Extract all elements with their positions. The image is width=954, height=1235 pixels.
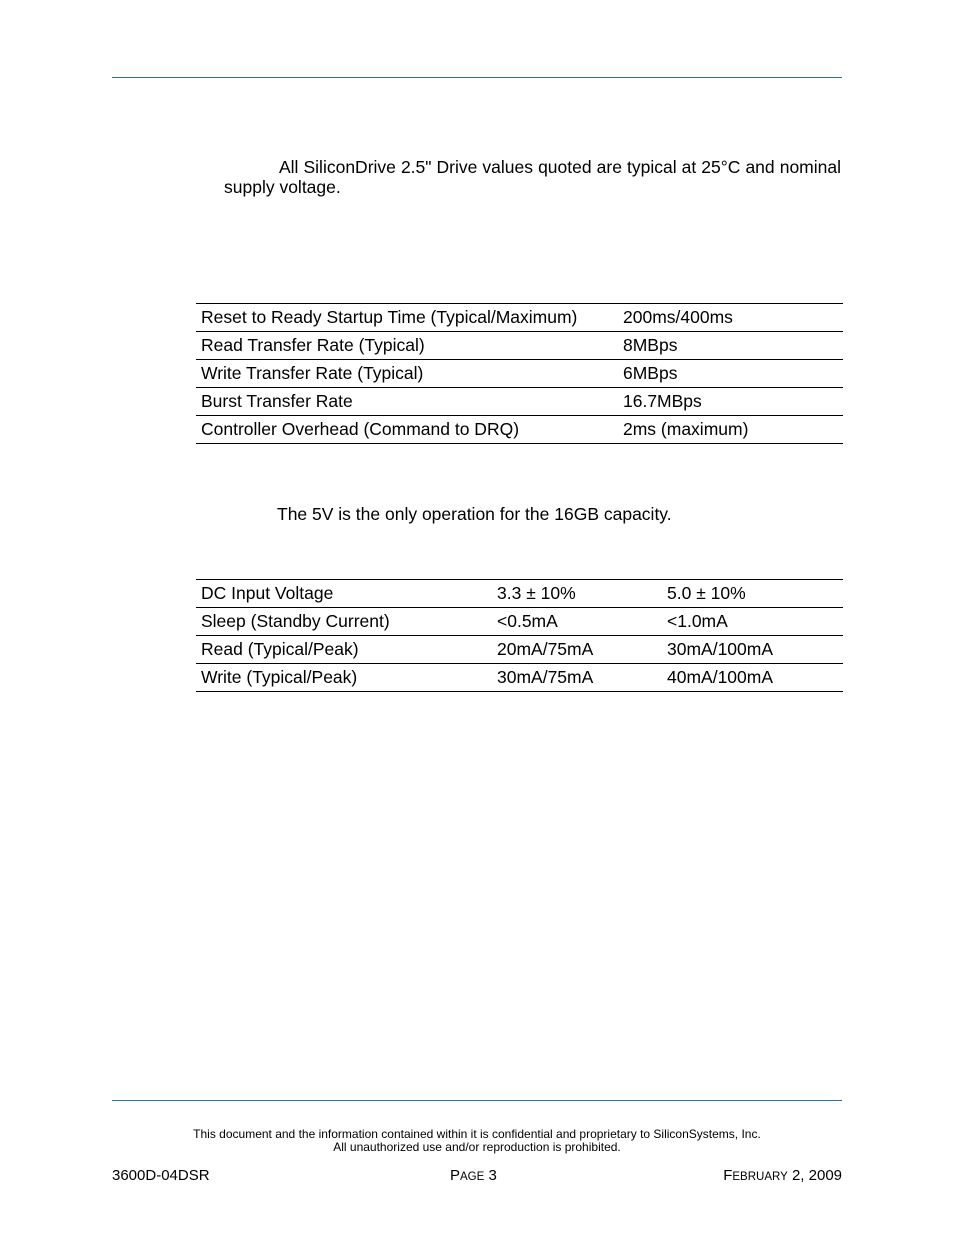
table-cell: 8MBps — [618, 332, 843, 360]
table-cell: Burst Transfer Rate — [196, 388, 618, 416]
table-cell: 5.0 ± 10% — [662, 580, 843, 608]
table-cell: 6MBps — [618, 360, 843, 388]
table-row — [196, 360, 843, 388]
power-note: The 5V is the only operation for the 16GB capacity. — [277, 504, 672, 524]
doc-number: 3600D-04DSR — [112, 1167, 210, 1184]
power-table — [196, 579, 843, 692]
footer-rule — [112, 1100, 842, 1101]
page-word-initial: P — [450, 1167, 461, 1184]
page-word-rest: AGE — [460, 1171, 485, 1183]
table-cell: 2ms (maximum) — [618, 416, 843, 444]
table-cell: Controller Overhead (Command to DRQ) — [196, 416, 618, 444]
table-cell: 20mA/75mA — [492, 636, 662, 664]
table-cell: 30mA/75mA — [492, 664, 662, 692]
table-row — [196, 636, 843, 664]
table-row — [196, 416, 843, 444]
table-cell: DC Input Voltage — [196, 580, 492, 608]
page-label — [450, 1167, 497, 1184]
table-row — [196, 664, 843, 692]
table-cell: Read (Typical/Peak) — [196, 636, 492, 664]
table-cell: Read Transfer Rate (Typical) — [196, 332, 618, 360]
page-number: 3 — [488, 1167, 497, 1184]
table-cell: Write (Typical/Peak) — [196, 664, 492, 692]
table-cell: 30mA/100mA — [662, 636, 843, 664]
date-month-rest: EBRUARY — [732, 1171, 788, 1183]
table-cell: Sleep (Standby Current) — [196, 608, 492, 636]
confidentiality-notice — [112, 1128, 842, 1154]
intro-text: All SiliconDrive 2.5" Drive values quoted are typical at 25°C and nominal supply voltage. — [224, 157, 841, 197]
table-row — [196, 304, 843, 332]
date-rest: 2, 2009 — [791, 1167, 842, 1184]
table-cell: Reset to Ready Startup Time (Typical/Maximum) — [196, 304, 618, 332]
table-row — [196, 580, 843, 608]
intro-paragraph — [224, 157, 841, 197]
table-row — [196, 388, 843, 416]
performance-table — [196, 303, 843, 444]
footer-date — [723, 1167, 842, 1184]
table-cell: 16.7MBps — [618, 388, 843, 416]
table-row — [196, 608, 843, 636]
table-cell: <1.0mA — [662, 608, 843, 636]
table-cell: Write Transfer Rate (Typical) — [196, 360, 618, 388]
date-initial: F — [723, 1167, 733, 1184]
confidentiality-line-1: This document and the information contained within it is confidential and proprietary to SiliconSystems, Inc. — [193, 1127, 761, 1141]
confidentiality-line-2: All unauthorized use and/or reproduction is prohibited. — [333, 1140, 621, 1154]
table-cell: 40mA/100mA — [662, 664, 843, 692]
table-cell: 200ms/400ms — [618, 304, 843, 332]
header-rule — [112, 77, 842, 78]
table-row — [196, 332, 843, 360]
table-cell: 3.3 ± 10% — [492, 580, 662, 608]
table-cell: <0.5mA — [492, 608, 662, 636]
